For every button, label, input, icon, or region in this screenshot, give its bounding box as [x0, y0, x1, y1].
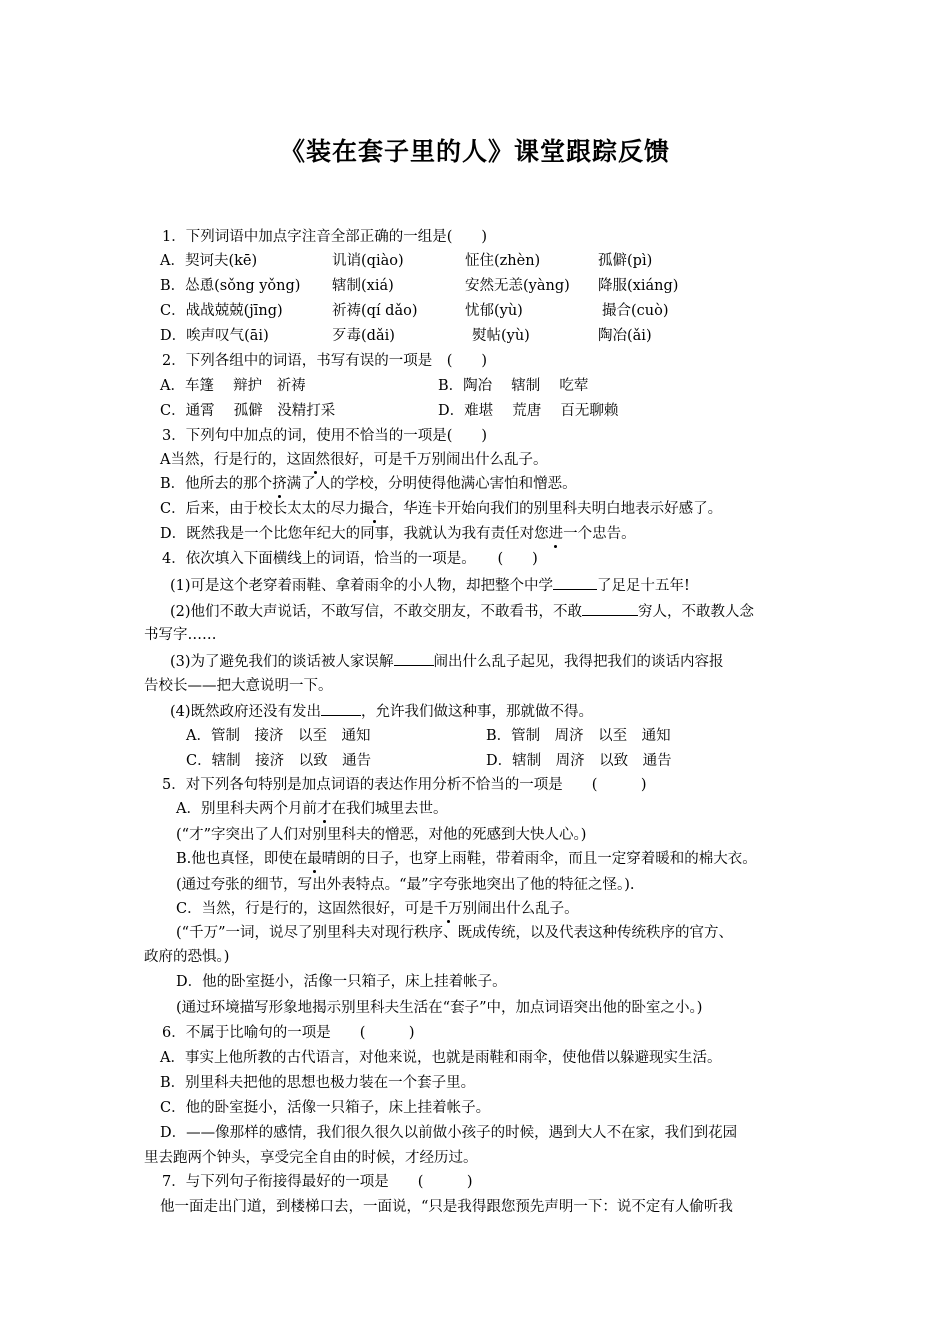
q3-d-dotted: 进 [548, 526, 564, 542]
q4-sentence-3 [170, 651, 724, 672]
q3-b-post: 满了人的学校，分明使得他满心害怕和憎恶。 [286, 476, 577, 492]
q1-d-4: 陶冶(ǎi) [598, 328, 652, 344]
q1-d-2: 歹毒(dǎi) [332, 328, 395, 344]
q5-option-b [176, 849, 757, 869]
q5-c-pre: C．当然，行是行的，这固然很好，可是 [176, 901, 434, 917]
q5-a-dotted: 才 [316, 801, 332, 817]
q4-s2-pre: (2)他们不敢大声说话，不敢写信，不敢交朋友，不敢看书，不敢 [170, 604, 583, 620]
q4-s4-post: ，允许我们做这种事，那就做不得。 [361, 704, 594, 720]
q1-d-1: D．唉声叹气(āi) [160, 328, 269, 344]
q4-option-b: B．管制 周济 以至 通知 [486, 728, 671, 744]
q3-d-pre: D．既然我是一个比您年纪大的同事，我就认为我有责任对您 [160, 526, 549, 542]
q4-blank-4[interactable] [321, 701, 361, 716]
q4-s2-post: 穷人，不敢教人念 [638, 604, 755, 620]
q2-option-c: C．通霄 孤僻 没精打采 [160, 403, 336, 419]
q4-option-c: C．辖制 接济 以致 通告 [186, 753, 372, 769]
q6-option-d-cont: 里去跑两个钟头，享受完全自由的时候，才经历过。 [144, 1150, 478, 1166]
q7-text: 他一面走出门道，到楼梯口去，一面说，“只是我得跟您预先声明一下：说不定有人偷听我 [160, 1199, 733, 1215]
q4-blank-2[interactable] [582, 601, 638, 616]
q2-option-d: D．难堪 荒唐 百无聊赖 [438, 403, 619, 419]
q7-stem: 7．与下列句子衔接得最好的一项是 ( ) [162, 1174, 473, 1190]
q1-stem: 1．下列词语中加点字注音全部正确的一组是( ) [162, 229, 488, 245]
q4-s3-post: 闹出什么乱子起见，我得把我们的谈话内容报 [433, 654, 724, 670]
q5-a-pre: A．别里科夫两个月前 [176, 801, 317, 817]
q1-b-4: 降服(xiáng) [598, 278, 679, 294]
q1-b-2: 辖制(xiá) [332, 278, 394, 294]
q1-c-3: 忧郁(yù) [465, 303, 523, 319]
q3-a-dotted: 固然 [300, 452, 330, 468]
q3-c-dotted: 撮合 [359, 501, 389, 517]
q4-blank-1[interactable] [553, 575, 597, 590]
q5-b-dotted: 最 [307, 851, 322, 867]
q5-c-dotted: 千万 [433, 901, 463, 917]
q5-note-c-cont: 政府的恐惧。) [144, 949, 230, 965]
q1-a-1: A．契诃夫(kē) [160, 253, 258, 269]
q6-option-d: D．——像那样的感情，我们很久很久以前做小孩子的时候，遇到大人不在家，我们到花园 [160, 1125, 738, 1141]
q3-b-dotted: 挤 [272, 476, 287, 492]
q3-a-pre: A当然，行是行的，这 [160, 452, 301, 468]
q4-sentence-3-cont: 告校长——把大意说明一下。 [144, 678, 333, 694]
q1-c-4: 撮合(cuò) [602, 303, 669, 319]
q1-a-2: 讥诮(qiào) [332, 253, 404, 269]
q5-note-a: (“才”字突出了人们对别里科夫的憎恶，对他的死感到大快人心。) [176, 827, 587, 843]
q5-b-post: 晴朗的日子，也穿上雨鞋，带着雨伞，而且一定穿着暖和的棉大衣。 [321, 851, 757, 867]
q4-s4-pre: (4)既然政府还没有发出 [170, 704, 322, 720]
q1-d-3: 熨帖(yù) [472, 328, 530, 344]
q2-option-b: B．陶冶 辖制 吃荤 [438, 378, 589, 394]
q4-sentence-4 [170, 701, 593, 722]
q5-option-c [176, 899, 579, 919]
q4-stem: 4．依次填入下面横线上的词语，恰当的一项是。 ( ) [162, 551, 538, 567]
q3-option-c [160, 499, 722, 519]
q3-stem: 3．下列句中加点的词，使用不恰当的一项是( ) [162, 428, 488, 444]
q1-a-4: 孤僻(pì) [598, 253, 653, 269]
q3-option-b [160, 474, 577, 494]
q5-option-d: D．他的卧室挺小，活像一只箱子，床上挂着帐子。 [176, 974, 507, 990]
q6-stem: 6．不属于比喻句的一项是 ( ) [162, 1025, 415, 1041]
q6-option-a: A．事实上他所教的古代语言，对他来说，也就是雨鞋和雨伞，使他借以躲避现实生活。 [160, 1050, 722, 1066]
q6-option-b: B．别里科夫把他的思想也极力装在一个套子里。 [160, 1075, 476, 1091]
q1-b-3: 安然无恙(yàng) [465, 278, 570, 294]
q5-note-d: (通过环境描写形象地揭示别里科夫生活在“套子”中，加点词语突出他的卧室之小。) [176, 1000, 703, 1016]
q4-blank-3[interactable] [394, 651, 434, 666]
q1-b-1: B．怂恿(sǒng yǒng) [160, 278, 301, 294]
q5-b-pre: B.他也真怪，即使在 [176, 851, 308, 867]
q2-option-a: A．车篷 辩护 祈祷 [160, 378, 306, 394]
q3-b-pre: B．他所去的那个 [160, 476, 273, 492]
q5-note-b: (通过夸张的细节，写出外表特点。“最”字夸张地突出了他的特征之怪。). [176, 877, 635, 893]
q5-a-post: 在我们城里去世。 [331, 801, 448, 817]
q3-c-pre: C．后来，由于校长太太的尽力 [160, 501, 360, 517]
q5-option-a [176, 799, 447, 819]
q4-sentence-2 [170, 601, 754, 622]
q1-c-2: 祈祷(qí dǎo) [332, 303, 418, 319]
q1-a-3: 怔住(zhèn) [465, 253, 541, 269]
q5-note-c: (“千万”一词，说尽了别里科夫对现行秩序、既成传统，以及代表这种传统秩序的官方、 [176, 925, 733, 941]
q4-option-a: A．管制 接济 以至 通知 [186, 728, 371, 744]
q4-s1-pre: (1)可是这个老穿着雨鞋、拿着雨伞的小人物，却把整个中学 [170, 578, 554, 594]
q5-stem: 5．对下列各句特别是加点词语的表达作用分析不恰当的一项是 ( ) [162, 777, 647, 793]
q3-option-d [160, 524, 636, 544]
q3-c-post: ，华连卡开始向我们的别里科夫明白地表示好感了。 [388, 501, 723, 517]
q4-sentence-1 [170, 575, 690, 596]
q4-sentence-2-cont: 书写字…… [144, 627, 217, 643]
q3-a-post: 很好，可是千万别闹出什么乱子。 [329, 452, 548, 468]
q4-option-d: D．辖制 周济 以致 通告 [486, 753, 672, 769]
q6-option-c: C．他的卧室挺小，活像一只箱子，床上挂着帐子。 [160, 1100, 491, 1116]
q4-s1-post: 了足足十五年! [597, 578, 690, 594]
q4-s3-pre: (3)为了避免我们的谈话被人家误解 [170, 654, 394, 670]
page-title: 《装在套子里的人》课堂跟踪反馈 [279, 137, 670, 166]
q3-option-a [160, 450, 547, 470]
q3-d-post: 一个忠告。 [563, 526, 636, 542]
q5-c-post: 别闹出什么乱子。 [462, 901, 579, 917]
q2-stem: 2．下列各组中的词语，书写有误的一项是 ( ) [162, 353, 488, 369]
q1-c-1: C．战战兢兢(jīng) [160, 303, 283, 319]
